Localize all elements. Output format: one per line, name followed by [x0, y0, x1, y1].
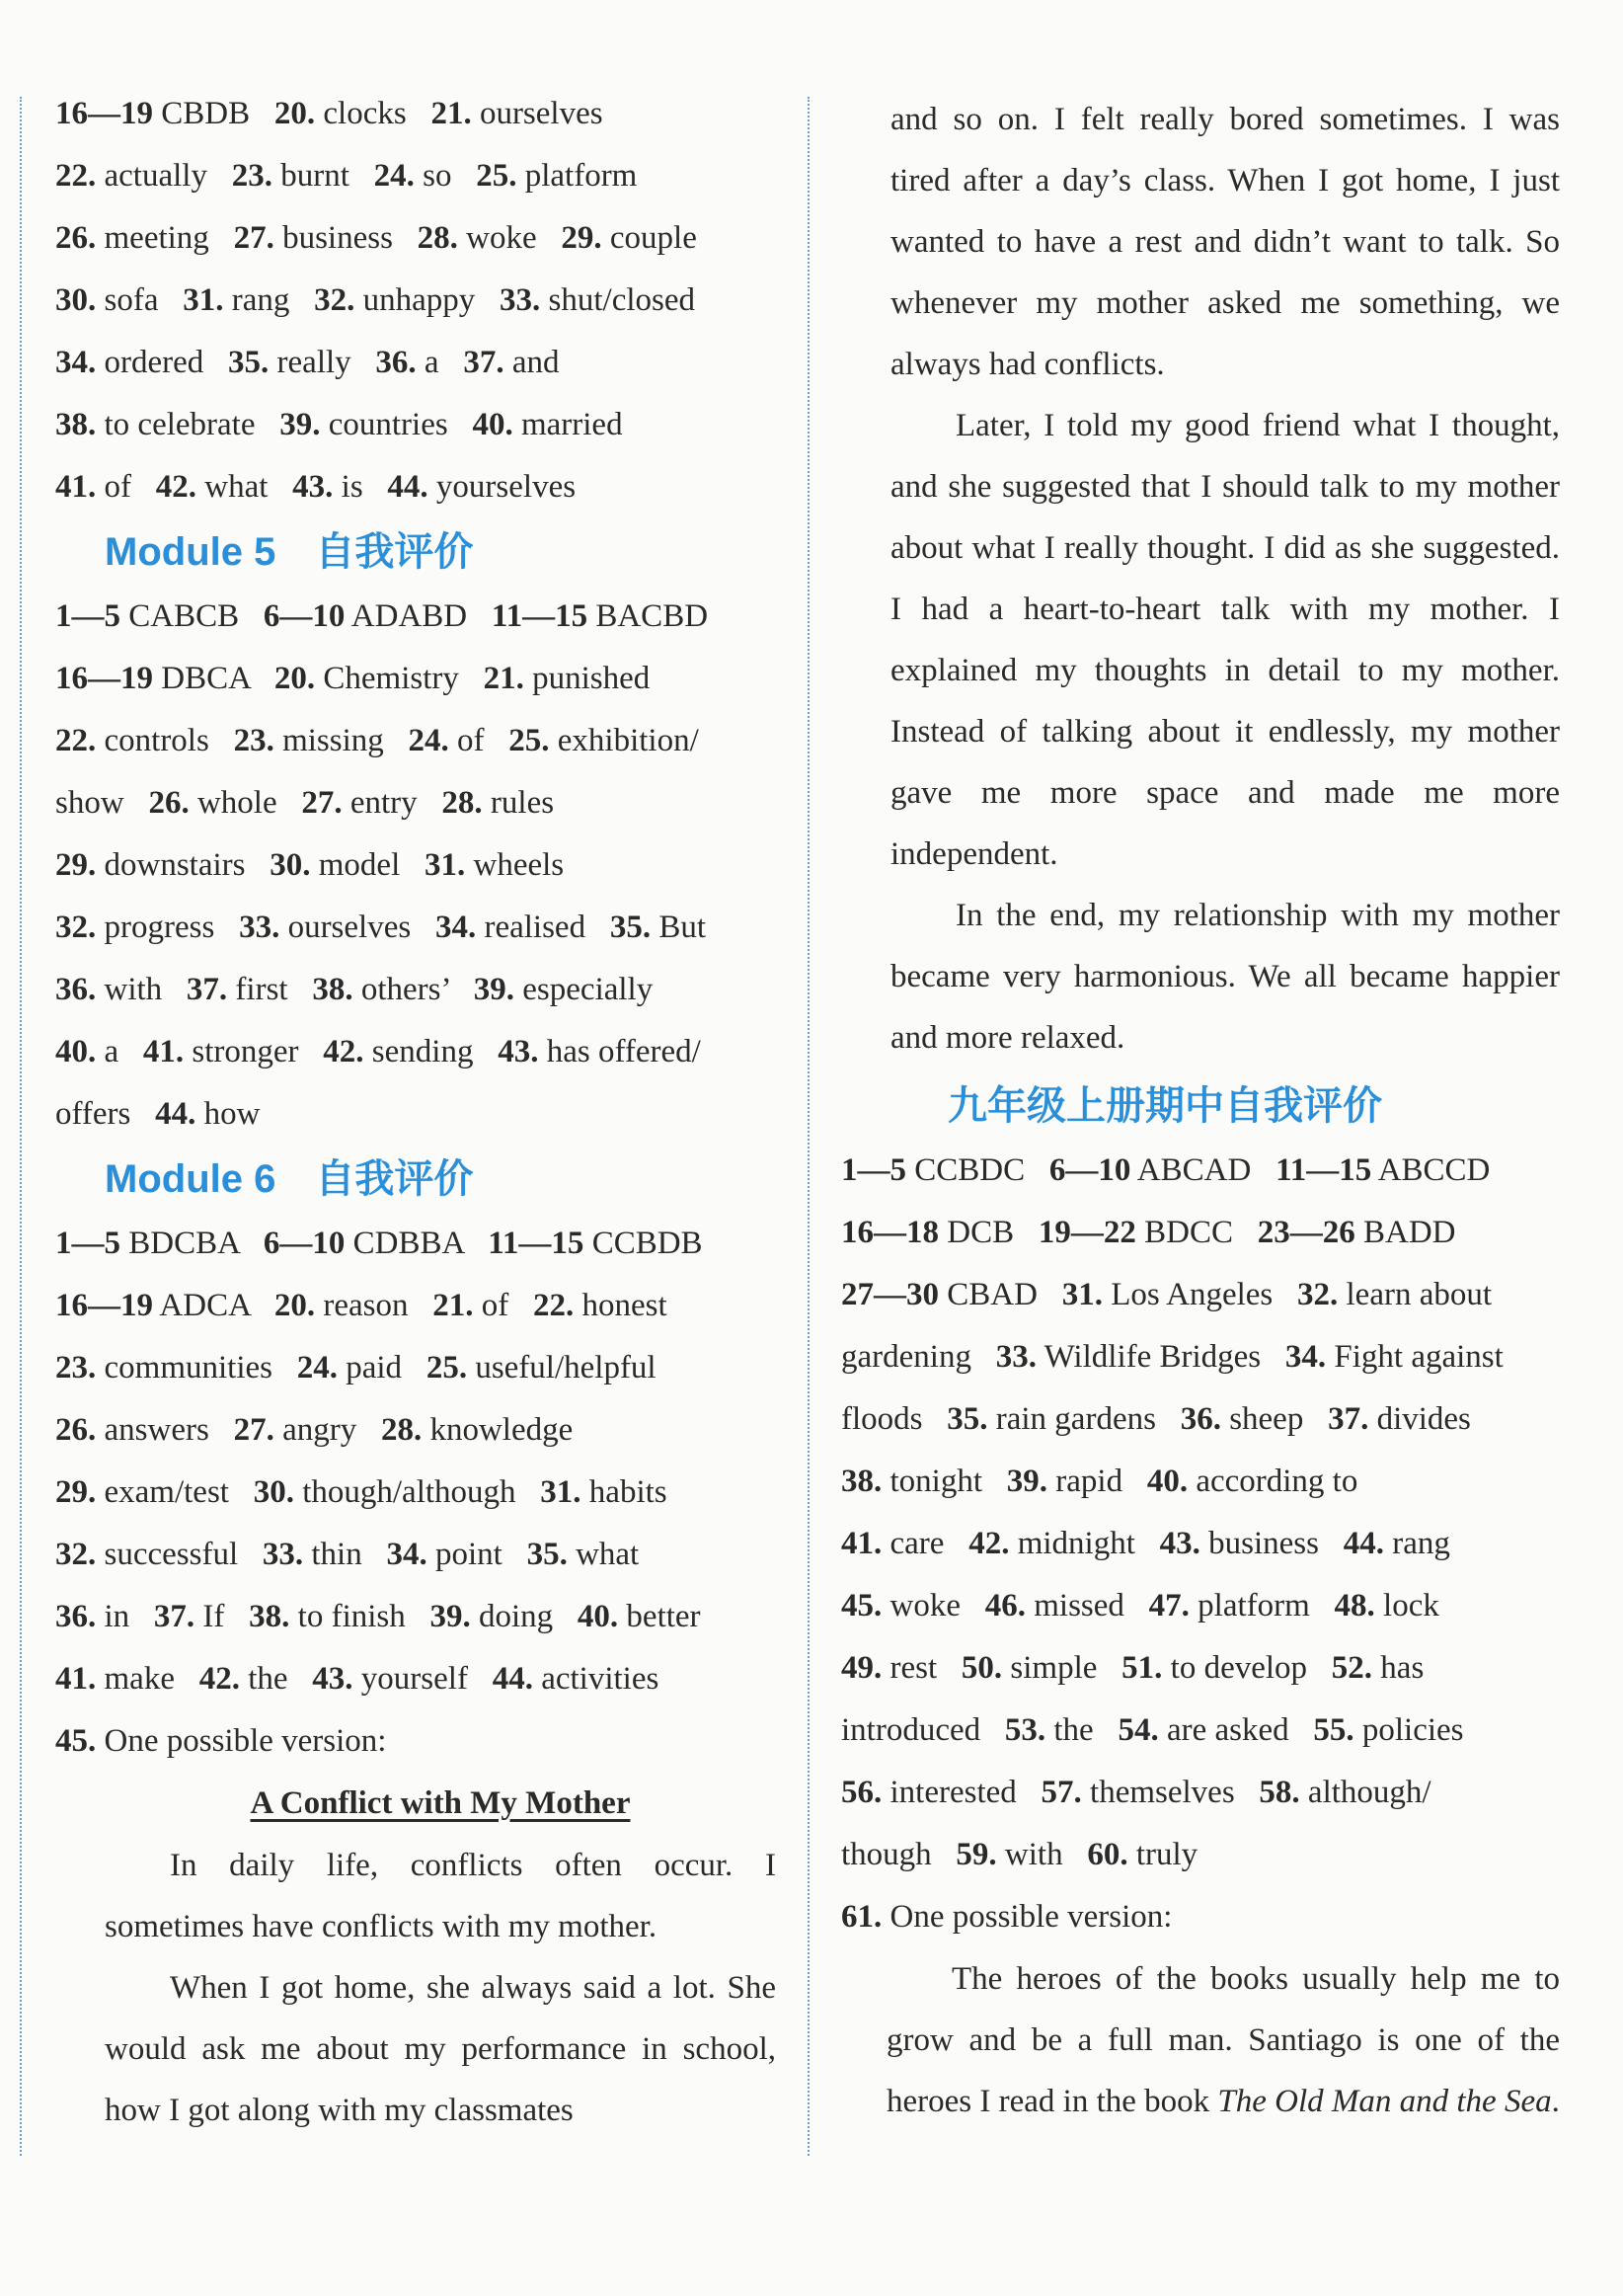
answer-line: 41. of 42. what 43. is 44. yourselves [55, 469, 577, 505]
module5-heading: Module 5 自我评价 [105, 530, 474, 574]
answer-line: 41. care 42. midnight 43. business 44. rang [841, 1526, 1450, 1561]
answer-line: 45. One possible version: [55, 1723, 387, 1759]
answer-line: 22. actually 23. burnt 24. so 25. platform [55, 158, 638, 194]
answer-line: 27—30 CBAD 31. Los Angeles 32. learn about [841, 1277, 1493, 1312]
essay-right-part [841, 89, 1560, 1069]
center-dotted-rule [808, 97, 810, 2156]
answer-line: 38. tonight 39. rapid 40. according to [841, 1464, 1358, 1499]
answer-line: 40. a 41. stronger 42. sending 43. has offered/ [55, 1034, 701, 1069]
answer-line: 41. make 42. the 43. yourself 44. activities [55, 1661, 659, 1697]
answer-line: 61. One possible version: [841, 1899, 1173, 1935]
answer-line: 23. communities 24. paid 25. useful/helpful [55, 1350, 657, 1386]
answer-line: offers 44. how [55, 1096, 261, 1132]
answer-line: 26. meeting 27. business 28. woke 29. couple [55, 220, 697, 256]
answer-line: introduced 53. the 54. are asked 55. policies [841, 1712, 1464, 1748]
answer-line: 29. exam/test 30. though/although 31. habits [55, 1474, 667, 1510]
right-column [841, 89, 1560, 2132]
midterm-answers [841, 1140, 1560, 1948]
answer-line: 34. ordered 35. really 36. a 37. and [55, 345, 560, 380]
answer-line: 1—5 CCBDC 6—10 ABCAD 11—15 ABCCD [841, 1152, 1491, 1188]
answer-line: 36. in 37. If 38. to finish 39. doing 40. better [55, 1599, 701, 1634]
answer-line: 45. woke 46. missed 47. platform 48. lock [841, 1588, 1439, 1623]
module6-answers [55, 1213, 776, 1773]
answer-line: 16—18 DCB 19—22 BDCC 23—26 BADD [841, 1215, 1456, 1250]
essay-title: A Conflict with My Mother [250, 1785, 631, 1821]
essay-paragraph: Later, I told my good friend what I thought, and she suggested that I should talk to my mother about what I really thought. I did as she suggested. I had a heart-to-heart talk with my mother. I explained my thoughts in detail to my mother. Instead of talking about it endlessly, my mother gave me more space and made me more independent. [890, 408, 1560, 872]
essay-paragraph: The heroes of the books usually help me to grow and be a full man. Santiago is one of the heroes I read in the book The Old Man and the Sea. [887, 1961, 1560, 2119]
module5-answers [55, 586, 776, 1146]
answer-line: floods 35. rain gardens 36. sheep 37. divides [841, 1401, 1471, 1437]
answer-line: 1—5 BDCBA 6—10 CDBBA 11—15 CCBDB [55, 1226, 703, 1261]
essay-paragraph: In the end, my relationship with my mother became very harmonious. We all became happier and more relaxed. [890, 898, 1560, 1056]
midterm-heading: 九年级上册期中自我评价 [948, 1084, 1382, 1128]
essay2-part [841, 1948, 1560, 2132]
answer-line: 22. controls 23. missing 24. of 25. exhibition/ [55, 723, 699, 758]
essay-paragraph: In daily life, conflicts often occur. I sometimes have conflicts with my mother. [105, 1848, 776, 1944]
answer-line: gardening 33. Wildlife Bridges 34. Fight against [841, 1339, 1504, 1375]
essay-paragraph: and so on. I felt really bored sometimes. I was tired after a day’s class. When I got home, I just wanted to have a rest and didn’t want to talk. So whenever my mother asked me something, we always had conflicts. [890, 102, 1560, 382]
answer-line: 29. downstairs 30. model 31. wheels [55, 847, 565, 883]
answer-line: 1—5 CABCB 6—10 ADABD 11—15 BACBD [55, 598, 709, 634]
answer-line: 49. rest 50. simple 51. to develop 52. has [841, 1650, 1425, 1686]
left-dotted-rule [20, 97, 22, 2156]
answer-line: show 26. whole 27. entry 28. rules [55, 785, 555, 821]
essay-paragraph: When I got home, she always said a lot. She would ask me about my performance in school, how I got along with my classmates [105, 1970, 776, 2128]
answer-line: 16—19 CBDB 20. clocks 21. ourselves [55, 96, 603, 131]
answer-line: 16—19 DBCA 20. Chemistry 21. punished [55, 661, 651, 696]
answer-line: 16—19 ADCA 20. reason 21. of 22. honest [55, 1288, 667, 1323]
answer-line: though 59. with 60. truly [841, 1837, 1198, 1872]
left-column [55, 83, 776, 2141]
answer-line: 30. sofa 31. rang 32. unhappy 33. shut/closed [55, 282, 696, 318]
module6-heading: Module 6 自我评价 [105, 1157, 474, 1201]
answer-line: 26. answers 27. angry 28. knowledge [55, 1412, 574, 1448]
answer-line: 38. to celebrate 39. countries 40. married [55, 407, 623, 442]
answer-line: 36. with 37. first 38. others’ 39. especially [55, 972, 654, 1007]
answer-line: 32. successful 33. thin 34. point 35. what [55, 1537, 640, 1572]
essay-left-part [55, 1835, 776, 2141]
answer-line: 32. progress 33. ourselves 34. realised 35. But [55, 910, 706, 945]
answers-top-block [55, 83, 776, 518]
answer-line: 56. interested 57. themselves 58. although/ [841, 1775, 1431, 1810]
